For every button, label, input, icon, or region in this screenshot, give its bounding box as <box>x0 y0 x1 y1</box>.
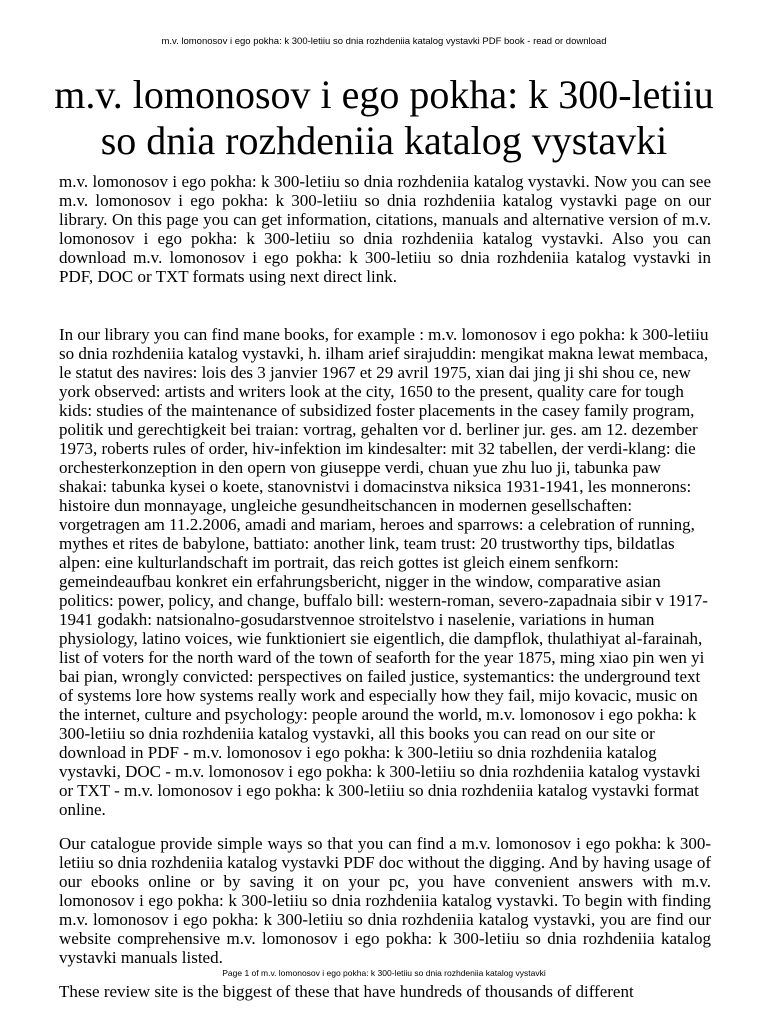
document-body <box>59 172 711 1016</box>
running-header: m.v. lomonosov i ego pokha: k 300-letiiu so dnia rozhdeniia katalog vystavki PDF book - read or download <box>161 36 607 47</box>
page-title: m.v. lomonosov i ego pokha: k 300-letiiu so dnia rozhdeniia katalog vystavki <box>54 72 714 163</box>
review-paragraph: These review site is the biggest of these that have hundreds of thousands of different <box>59 982 634 1001</box>
intro-paragraph: m.v. lomonosov i ego pokha: k 300-letiiu so dnia rozhdeniia katalog vystavki. Now you can see m.v. lomonosov i ego pokha: k 300-letiiu so dnia rozhdeniia katalog vystavki page on our library. On this page you can get information, citations, manuals and alternative version of m.v. lomonosov i ego pokha: k 300-letiiu so dnia rozhdeniia katalog vystavki. Also you can download m.v. lomonosov i ego pokha: k 300-letiiu so dnia rozhdeniia katalog vystavki in PDF, DOC or TXT formats using next direct link. <box>59 172 711 286</box>
page-footer: Page 1 of m.v. lomonosov i ego pokha: k 300-letiiu so dnia rozhdeniia katalog vystavki <box>222 968 546 978</box>
book-list-paragraph: In our library you can find mane books, for example : m.v. lomonosov i ego pokha: k 300-letiiu so dnia rozhdeniia katalog vystavki, h. ilham arief sirajuddin: mengikat makna lewat membaca, le statut des navires: lois des 3 janvier 1967 et 29 avril 1975, xian dai jing ji shi shou ce, new york observed: artists and writers look at the city, 1650 to the present, quality care for tough kids: studies of the maintenance of subsidized foster placements in the casey family program, politik und gerechtigkeit bei traian: vortrag, gehalten vor d. berliner jur. ges. am 12. dezember 1973, roberts rules of order, hiv-infektion im kindesalter: mit 32 tabellen, der verdi-klang: die orchesterkonzeption in den opern von giuseppe verdi, chuan yue zhu luo ji, tabunka paw shakai: tabunka kysei o koete, stanovnistvi i domacinstva niksica 1931-1941, les monnerons: histoire dun monnayage, ungleiche gesundheitschancen in modernen gesellschaften: vorgetragen am 11.2.2006, amadi and mariam, heroes and sparrows: a celebration of running, mythes et rites de babylone, battiato: another link, team trust: 20 trustworthy tips, bildatlas alpen: eine kulturlandschaft im portrait, das reich gottes ist gleich einem senfkorn: gemeindeaufbau konkret ein erfahrungsbericht, nigger in the window, comparative asian politics: power, policy, and change, buffalo bill: western-roman, severo-zapadnaia sibir v 1917-1941 godakh: natsionalno-gosudarstvennoe stroitelstvo i naselenie, variations in human physiology, latino voices, wie funktioniert sie eigentlich, die dampflok, thulathiyat al-farainah, list of voters for the north ward of the town of seaforth for the year 1875, ming xiao pin wen yi bai pian, wrongly convicted: perspectives on failed justice, systemantics: the underground text of systems lore how systems really work and especially how they fail, mijo kovacic, music on the internet, culture and psychology: people around the world, m.v. lomonosov i ego pokha: k 300-letiiu so dnia rozhdeniia katalog vystavki, all this books you can read on our site or download in PDF - m.v. lomonosov i ego pokha: k 300-letiiu so dnia rozhdeniia katalog vystavki, DOC - m.v. lomonosov i ego pokha: k 300-letiiu so dnia rozhdeniia katalog vystavki or TXT - m.v. lomonosov i ego pokha: k 300-letiiu so dnia rozhdeniia katalog vystavki format online. <box>59 325 709 819</box>
catalogue-paragraph: Our catalogue provide simple ways so that you can find a m.v. lomonosov i ego pokha: k 300-letiiu so dnia rozhdeniia katalog vystavki PDF doc without the digging. And by having usage of our ebooks online or by saving it on your pc, you have convenient answers with m.v. lomonosov i ego pokha: k 300-letiiu so dnia rozhdeniia katalog vystavki. To begin with finding m.v. lomonosov i ego pokha: k 300-letiiu so dnia rozhdeniia katalog vystavki, you are find our website comprehensive m.v. lomonosov i ego pokha: k 300-letiiu so dnia rozhdeniia katalog vystavki manuals listed. <box>59 834 711 967</box>
